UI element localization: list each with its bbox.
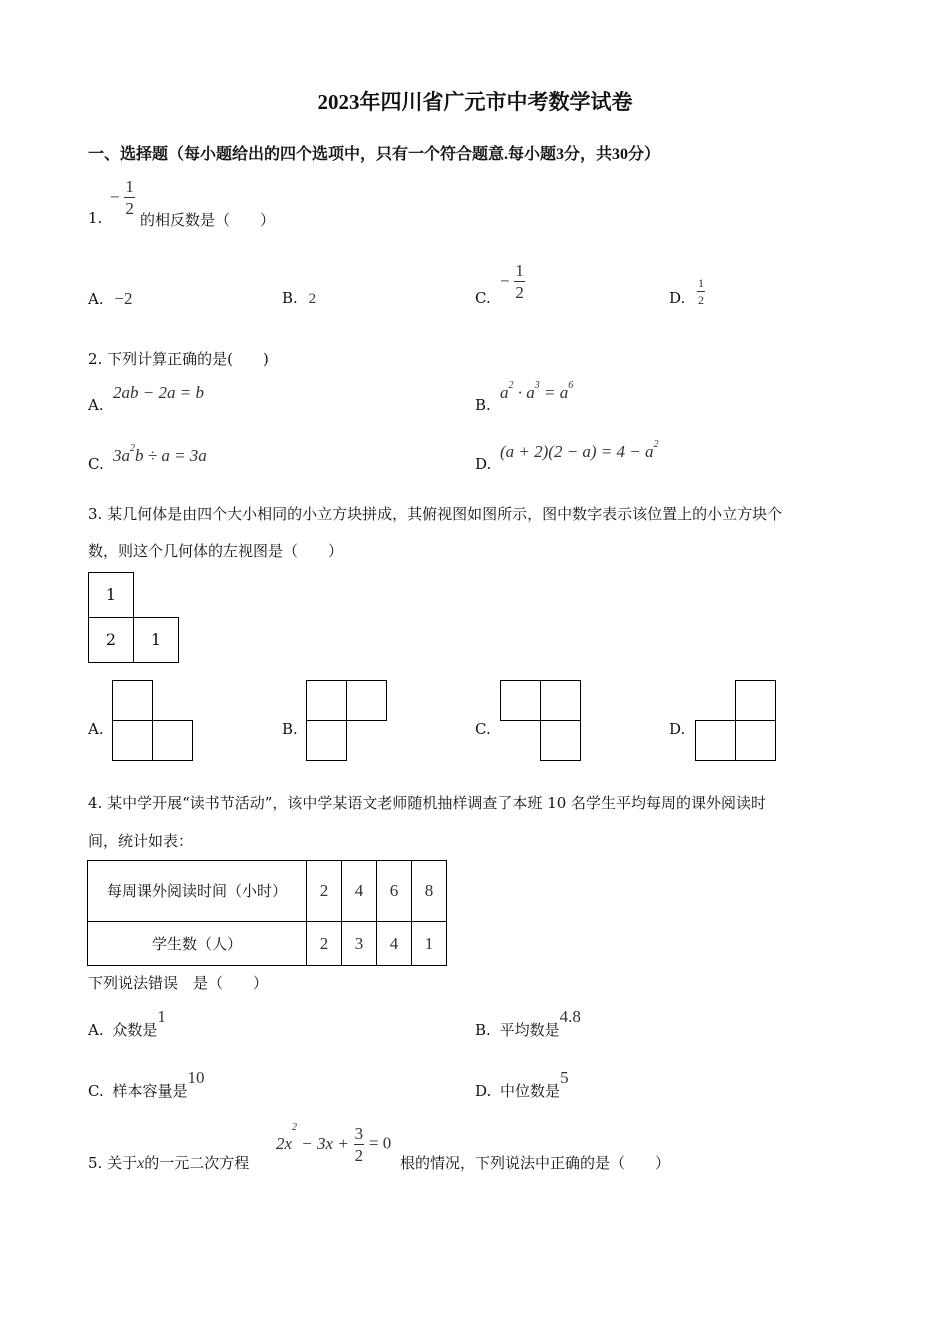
question-4-line2: 间，统计如表： (88, 832, 194, 850)
question-4-prompt: 下列说法错误 是（ ） (88, 974, 269, 992)
table-cell: 2 (307, 861, 342, 922)
question-2: 2. 下列计算正确的是( ) (88, 350, 269, 368)
table-cell: 8 (412, 861, 447, 922)
option-a[interactable]: A. −2 (88, 289, 133, 308)
option-d[interactable]: D. 中位数是5 (475, 1068, 569, 1100)
option-c[interactable]: C. 样本容量是10 (88, 1068, 205, 1100)
question-number: 1. (88, 209, 103, 227)
question-3: 3. 某几何体是由四个大小相同的小立方块拼成，其俯视图如图所示，图中数字表示该位置上的小立方块个 (88, 505, 783, 523)
grid-value: 1 (105, 585, 117, 604)
option-b[interactable]: B. 2 (282, 289, 317, 307)
table-cell: 6 (377, 861, 412, 922)
minus-sign: − (110, 187, 120, 207)
reading-time-table (87, 860, 447, 966)
table-cell: 3 (342, 922, 377, 966)
option-b[interactable]: B. 平均数是4.8 (475, 1007, 581, 1039)
table-cell: 2 (307, 922, 342, 966)
equation: $2x^2 - 3x$ + $\frac{3}{2}$ = 0 (276, 1122, 392, 1165)
question-4: 4. 某中学开展“读书节活动”，该中学某语文老师随机抽样调查了本班 10 名学生平均每周的课外阅读时 (88, 794, 767, 812)
option-a[interactable]: A. 众数是1 (88, 1007, 166, 1039)
section-heading: 一、选择题（每小题给出的四个选项中，只有一个符合题意.每小题3分，共30分） (88, 146, 661, 163)
fraction: $\frac{1}{2}$ (125, 177, 134, 218)
fraction-expression (110, 178, 135, 217)
question-text: 的相反数是（ ） (140, 211, 276, 229)
table-header: 学生数（人） (88, 922, 307, 966)
grid-value: 2 (105, 630, 117, 649)
table-header: 每周课外阅读时间（小时） (88, 861, 307, 922)
table-cell: 4 (342, 861, 377, 922)
table-cell: 4 (377, 922, 412, 966)
page-title: 2023年四川省广元市中考数学试卷 (317, 90, 633, 114)
table-cell: 1 (412, 922, 447, 966)
grid-value: 1 (150, 630, 162, 649)
question-3-line2: 数，则这个几何体的左视图是（ ） (88, 542, 344, 560)
